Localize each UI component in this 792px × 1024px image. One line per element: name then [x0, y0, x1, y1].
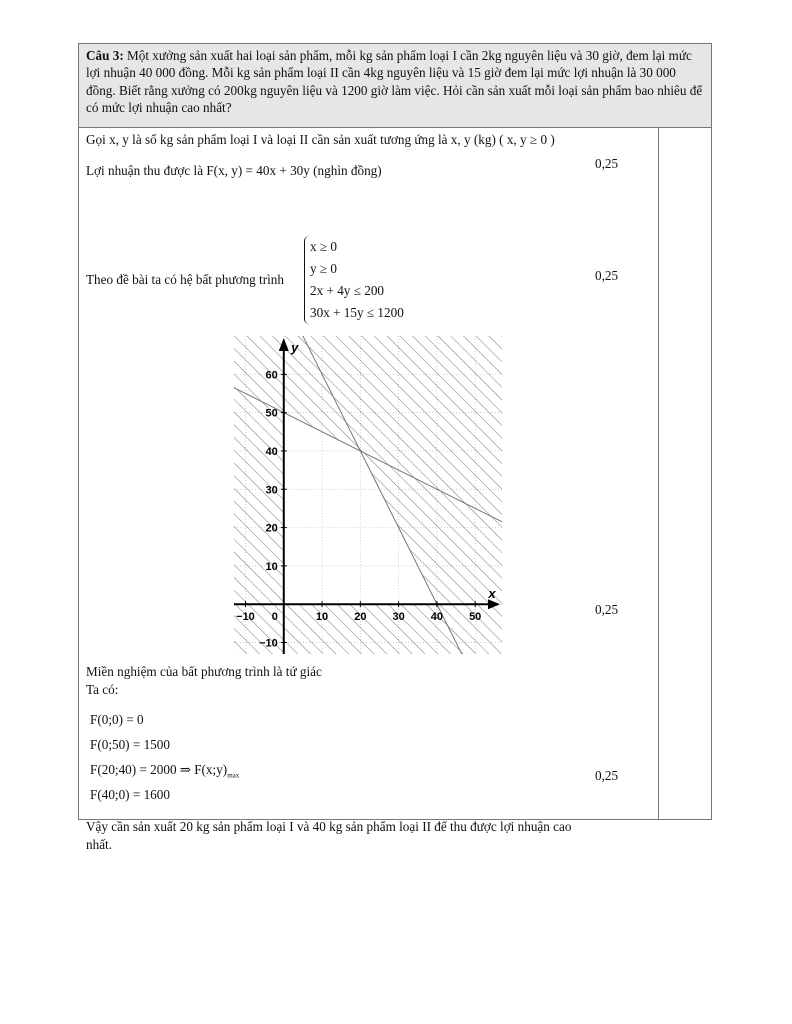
region-statement: Miền nghiệm của bất phương trình là tứ giác: [86, 664, 322, 679]
solution-line-1: Gọi x, y là số kg sản phẩm loại I và loại II cần sản xuất tương ứng là x, y (kg) ( x, y ≥ 0 ): [86, 132, 555, 147]
y-tick-label: 30: [265, 484, 278, 497]
system-intro: Theo đề bài ta có hệ bất phương trình: [86, 272, 284, 287]
score-4: 0,25: [595, 768, 619, 783]
y-tick-label: 40: [265, 445, 278, 458]
question-box: [79, 44, 711, 128]
conclusion-line-2: nhất.: [86, 837, 113, 852]
score-3: 0,25: [595, 602, 619, 617]
eval-4: F(40;0) = 1600: [90, 787, 170, 802]
eval-2: F(0;50) = 1500: [90, 737, 170, 752]
x-tick-label: −10: [236, 611, 255, 624]
y-tick-label: 50: [265, 407, 278, 420]
question-label: Câu 3:: [86, 48, 124, 63]
solution-line-2: Lợi nhuận thu được là F(x, y) = 40x + 30y (nghìn đồng): [86, 163, 382, 178]
x-axis-label: x: [488, 586, 496, 602]
x-tick-label: 0: [271, 611, 278, 624]
y-tick-label: 10: [265, 560, 278, 573]
x-tick-label: 40: [430, 611, 444, 624]
inequality-3: 2x + 4y ≤ 200: [310, 283, 385, 298]
conclusion-line-1: Vậy cần sản xuất 20 kg sản phẩm loại I và 40 kg sản phẩm loại II để thu được lợi nhuận cao: [86, 819, 572, 834]
max-subscript: max: [227, 771, 240, 780]
ta-co-label: Ta có:: [86, 682, 119, 697]
score-2: 0,25: [595, 268, 619, 283]
inequality-system: [304, 236, 404, 324]
x-tick-label: 20: [354, 611, 367, 624]
eval-3-text: F(20;40) = 2000 ⇒ F(x;y): [90, 762, 228, 777]
feasible-region-graph: [234, 336, 504, 656]
y-tick-label: 60: [265, 369, 278, 382]
question-text: Một xưởng sản xuất hai loại sản phẩm, mỗi kg sản phẩm loại I cần 2kg nguyên liệu và 30 giờ, đem lại mức lợi nhuận 40 000 đồng. Mỗi kg sản phẩm loại II cần 4kg nguyên liệu và 15 giờ đem lại mức lợi nhuận là 30 000 đồng. Biết rằng xưởng có 200kg nguyên liệu và 1200 giờ làm việc. Hỏi cần sản xuất mỗi loại sản phẩm bao nhiêu để có mức lợi nhuận cao nhất?: [86, 48, 703, 116]
inequality-4: 30x + 15y ≤ 1200: [310, 305, 404, 320]
score-1: 0,25: [595, 156, 619, 171]
y-tick-label: −10: [259, 637, 278, 650]
solution-cell: [79, 128, 658, 852]
x-tick-label: 10: [315, 611, 329, 624]
inequality-2: y ≥ 0: [310, 261, 338, 276]
eval-1: F(0;0) = 0: [90, 712, 144, 727]
y-tick-label: 20: [265, 522, 278, 535]
x-tick-label: 30: [392, 611, 405, 624]
x-tick-label: 50: [469, 611, 482, 624]
eval-3: [90, 762, 239, 780]
inequality-1: x ≥ 0: [310, 239, 338, 254]
y-axis-label: y: [291, 340, 299, 355]
column-divider: [658, 127, 659, 820]
